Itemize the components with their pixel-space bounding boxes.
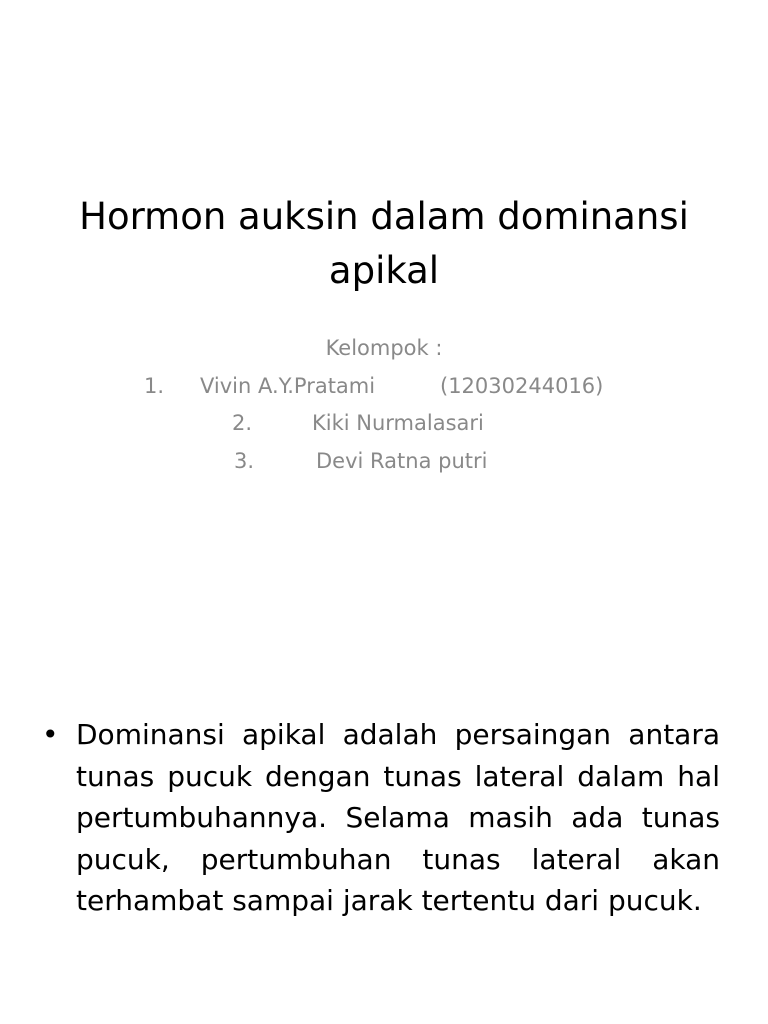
subtitle-heading: Kelompok :: [325, 336, 443, 360]
member-number: 2.: [232, 411, 253, 435]
slide-subtitle: [40, 330, 728, 480]
member-name: Kiki Nurmalasari: [312, 411, 484, 435]
member-number: 1.: [144, 373, 165, 398]
member-name: Vivin A.Y.Pratami: [200, 373, 376, 398]
member-line-3: [40, 443, 728, 481]
bullet-text: Dominansi apikal adalah persaingan antara tunas pucuk dengan tunas lateral dalam hal pertumbuhannya. Selama masih ada tunas pucuk, pertumbuhan tunas lateral akan terhambat sampai jarak tertentu dari pucuk.: [76, 718, 720, 917]
member-line-1: [40, 368, 728, 406]
member-name: Devi Ratna putri: [316, 448, 488, 473]
member-line-2: [40, 405, 728, 443]
member-nim: (12030244016): [440, 373, 604, 398]
bullet-item: [40, 714, 720, 922]
member-number: 3.: [234, 448, 255, 473]
subtitle-heading-line: [40, 330, 728, 368]
slide-title: Hormon auksin dalam dominansi apikal: [79, 195, 689, 292]
bullet-list: [40, 714, 720, 922]
bullet-marker: •: [42, 718, 59, 751]
